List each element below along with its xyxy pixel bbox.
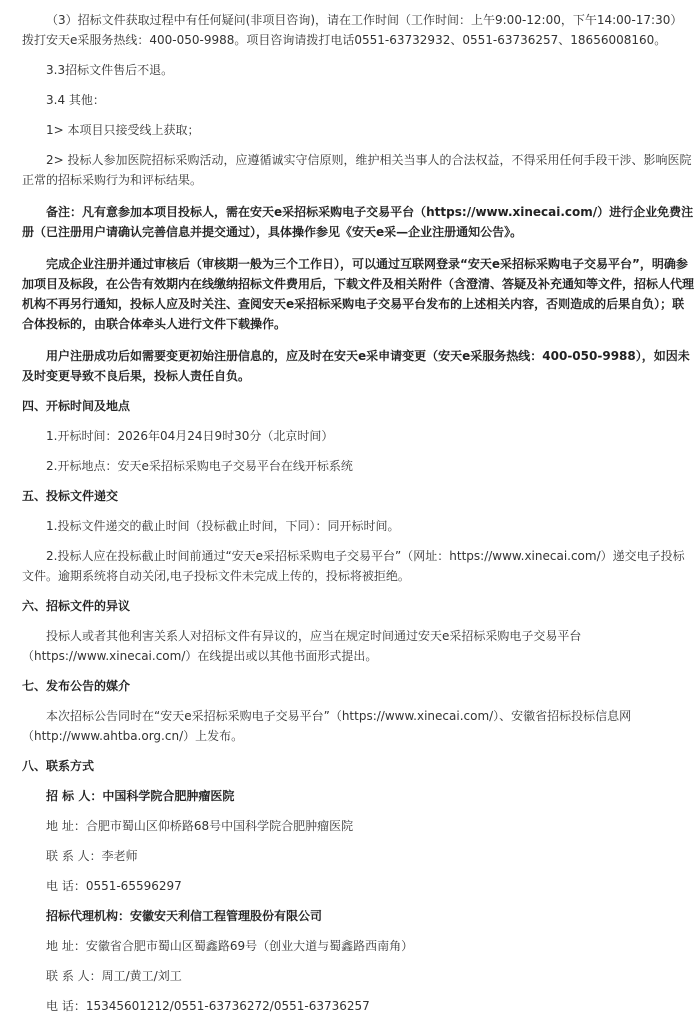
paragraph-opening-place: 2.开标地点：安天e采招标采购电子交易平台在线开标系统 [46,459,353,473]
paragraph-submission-method: 2.投标人应在投标截止时间前通过“安天e采招标采购电子交易平台”（网址：https://www.xinecai.com/）递交电子投标文件。逾期系统将自动关闭,电子投标文件未完成上传的，投标将被拒绝。 [22,549,685,583]
paragraph-online-only: 1> 本项目只接受线上获取； [46,123,200,137]
contact-agency-phone: 电 话：15345601212/0551-63736272/0551-63736257 [46,999,370,1013]
section-heading-objection: 六、招标文件的异议 [22,599,131,613]
section-heading-contact: 八、联系方式 [22,759,95,773]
section-heading-submission: 五、投标文件递交 [22,489,119,503]
paragraph-submission-deadline: 1.投标文件递交的截止时间（投标截止时间，下同）：同开标时间。 [46,519,400,533]
paragraph-opening-time: 1.开标时间：2026年04月24日9时30分（北京时间） [46,429,334,443]
contact-tenderer-address: 地 址：合肥市蜀山区仰桥路68号中国科学院合肥肿瘤医院 [46,819,354,833]
paragraph-media: 本次招标公告同时在“安天e采招标采购电子交易平台”（https://www.xinecai.com/）、安徽省招标投标信息网（http://www.ahtba.org.cn/）上发布。 [22,709,632,743]
paragraph-integrity: 2> 投标人参加医院招标采购活动，应遵循诚实守信原则，维护相关当事人的合法权益，不得采用任何手段干涉、影响医院正常的招标采购行为和评标结果。 [22,153,692,187]
contact-tenderer-phone: 电 话：0551-65596297 [46,879,182,893]
contact-agency: 招标代理机构：安徽安天利信工程管理股份有限公司 [46,909,323,923]
contact-tenderer: 招 标 人：中国科学院合肥肿瘤医院 [46,789,235,803]
contact-tenderer-person: 联 系 人：李老师 [46,849,138,863]
paragraph-no-refund: 3.3招标文件售后不退。 [46,63,174,77]
paragraph-consultation: （3）招标文件获取过程中有任何疑问(非项目咨询)，请在工作时间（工作时间：上午9:00-12:00，下午14:00-17:30）拨打安天e采服务热线：400-050-9988。项目咨询请拨打电话0551-63732932、0551-63736257、18656008160。 [22,13,683,47]
paragraph-objection: 投标人或者其他利害关系人对招标文件有异议的，应当在规定时间通过安天e采招标采购电子交易平台（https://www.xinecai.com/）在线提出或以其他书面形式提出。 [22,629,582,663]
paragraph-registration-process: 完成企业注册并通过审核后（审核期一般为三个工作日），可以通过互联网登录“安天e采招标采购电子交易平台”，明确参加项目及标段，在公告有效期内在线缴纳招标文件费用后，下载文件及相关附件（含澄清、答疑及补充通知等文件，招标人代理机构不再另行通知，投标人应及时关注、查阅安天e采招标采购电子交易平台发布的上述相关内容，否则造成的后果自负）；联合体投标的，由联合体牵头人进行文件下载操作。 [22,257,695,331]
paragraph-registration-note: 备注：凡有意参加本项目投标人，需在安天e采招标采购电子交易平台（https://www.xinecai.com/）进行企业免费注册（已注册用户请确认完善信息并提交通过），具体操作参见《安天e采—企业注册通知公告》。 [22,205,694,239]
paragraph-registration-change: 用户注册成功后如需要变更初始注册信息的，应及时在安天e采申请变更（安天e采服务热线：400-050-9988），如因未及时变更导致不良后果，投标人责任自负。 [22,349,690,383]
section-heading-media: 七、发布公告的媒介 [22,679,131,693]
contact-agency-address: 地 址：安徽省合肥市蜀山区蜀鑫路69号（创业大道与蜀鑫路西南角） [46,939,414,953]
paragraph-other: 3.4 其他： [46,93,105,107]
contact-agency-person: 联 系 人：周工/黄工/刘工 [46,969,182,983]
section-heading-opening: 四、开标时间及地点 [22,399,131,413]
